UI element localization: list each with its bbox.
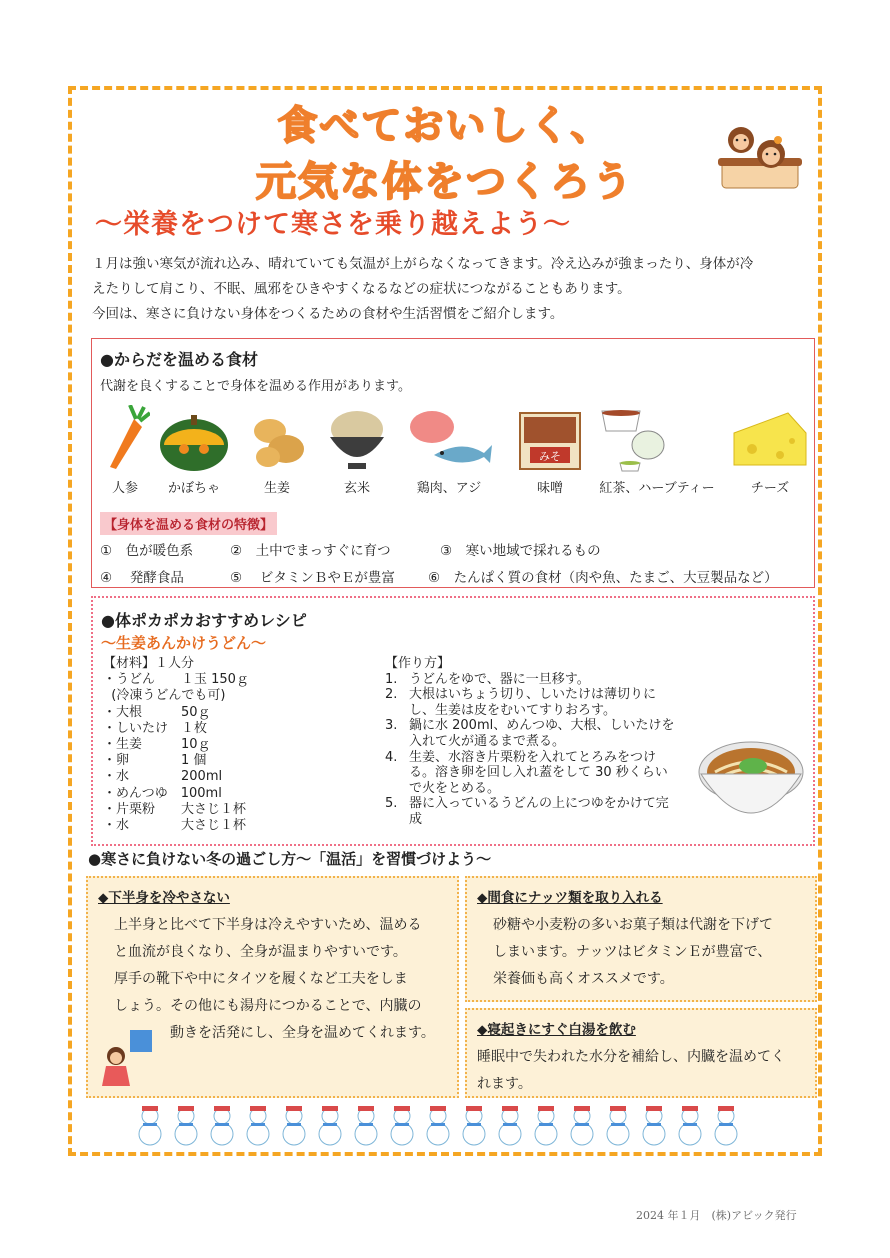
feature-item: ⑤ ビタミンＢやＥが豊富: [230, 570, 395, 586]
snowman-icon: [175, 1106, 197, 1145]
girl-illustration: [96, 1030, 156, 1094]
tip-line: しょう。その他にも湯舟につかることで、内臓の: [114, 998, 422, 1014]
ginger-icon: [246, 405, 308, 473]
material-line: ・しいたけ １枚: [103, 720, 208, 736]
snowman-icon: [391, 1106, 413, 1145]
tip-line: 動きを活発にし、全身を温めてくれます。: [170, 1025, 435, 1041]
tip-line: 上半身と比べて下半身は冷えやすいため、温める: [114, 917, 422, 933]
title-line-1: 食べておいしく、: [277, 103, 613, 149]
step-text: うどんをゆで、器に一旦移す。: [409, 671, 590, 687]
snowman-icon: [283, 1106, 305, 1145]
food-chicken-fish: [404, 405, 494, 496]
tip-line: 厚手の靴下や中にタイツを履くなど工夫をしま: [114, 971, 408, 987]
food-cheese: [730, 405, 810, 496]
recipe-materials: [103, 656, 249, 834]
tea-icon: [590, 405, 724, 473]
food-label: 紅茶、ハーブティー: [599, 481, 715, 496]
food-brown-rice: [324, 405, 390, 496]
snowman-icon: [211, 1106, 233, 1145]
tip-body: [114, 912, 435, 1047]
rice-bowl-icon: [324, 405, 390, 473]
warm-foods-section: [91, 338, 815, 588]
snowman-icon: [679, 1106, 701, 1145]
snowmen-border: [136, 1104, 760, 1148]
chicken-fish-icon: [404, 405, 494, 473]
food-ginger: [246, 405, 308, 496]
feature-item: ⑥ たんぱく質の食材（肉や魚、たまご、大豆製品など）: [428, 570, 778, 586]
tip-title-text: ◆寝起きにすぐ白湯を飲む: [477, 1022, 636, 1038]
tip-body: [477, 1044, 785, 1098]
tip-line: と血流が良くなり、全身が温まりやすいです。: [114, 944, 407, 960]
snowman-icon: [715, 1106, 737, 1145]
miso-tub-icon: [514, 405, 586, 473]
food-label: チーズ: [750, 481, 790, 496]
recipe-section: [91, 596, 815, 846]
tip-line: 砂糖や小麦粉の多いお菓子類は代謝を下げて: [493, 917, 773, 933]
food-label: 生姜: [263, 481, 290, 496]
step-text: 大根はいちょう切り、しいたけは薄切りにし、生姜は皮をむいてすりおろす。: [409, 687, 657, 718]
step-number: 3.: [385, 718, 398, 734]
feature-item: ② 土中でまっすぐに育つ: [230, 543, 391, 559]
material-line: ・うどん １玉 150ｇ: [103, 672, 249, 688]
tip-box-hot-water: [465, 1008, 817, 1098]
tip-title: [477, 886, 663, 906]
snowman-icon: [571, 1106, 593, 1145]
steps-heading: 【作り方】: [385, 656, 451, 671]
intro-line: １月は強い寒気が流れ込み、晴れていても気温が上がらなくなってきます。冷え込みが強まったり、身体が冷: [92, 256, 754, 272]
step-text: 鍋に水 200ml、めんつゆ、大根、しいたけを入れて火が通るまで煮る。: [409, 718, 675, 749]
intro-line: 今回は、寒さに負けない身体をつくるための食材や生活習慣をご紹介します。: [92, 306, 564, 322]
step-number: 2.: [385, 687, 398, 703]
material-line: ・大根 50ｇ: [103, 704, 211, 720]
food-label: 玄米: [343, 481, 370, 496]
snowman-icon: [427, 1106, 449, 1145]
snowman-icon: [355, 1106, 377, 1145]
winter-heading: ●寒さに負けない冬の過ごし方～「温活」を習慣づけよう～: [88, 850, 492, 868]
material-line: (冷凍うどんでも可): [103, 688, 226, 704]
cheese-icon: [730, 405, 810, 473]
food-label: 味噌: [536, 481, 563, 496]
step-number: 1.: [385, 671, 398, 687]
food-label: 鶏肉、アジ: [416, 481, 482, 496]
food-tea: [590, 405, 724, 496]
monkey-kotatsu-illustration: [716, 122, 802, 192]
carrot-icon: [100, 405, 150, 473]
snowman-icon: [607, 1106, 629, 1145]
step-text: 器に入っているうどんの上につゆをかけて完成: [409, 796, 669, 827]
recipe-heading: ●体ポカポカおすすめレシピ: [101, 611, 307, 630]
snowman-icon: [463, 1106, 485, 1145]
feature-item: ④ 発酵食品: [100, 570, 184, 586]
snowman-icon: [535, 1106, 557, 1145]
pumpkin-icon: [156, 405, 232, 473]
warm-foods-heading: ●からだを温める食材: [100, 350, 258, 369]
tip-title: [477, 1018, 636, 1038]
tip-box-lower-body: [86, 876, 459, 1098]
tip-body: [493, 912, 773, 993]
material-line: ・めんつゆ 100ml: [103, 785, 222, 801]
subtitle: ～栄養をつけて寒さを乗り越えよう～: [95, 209, 571, 240]
intro-text: [92, 252, 812, 327]
tip-line: しまいます。ナッツはビタミンＥが豊富で、: [493, 944, 772, 960]
food-pumpkin: [156, 405, 232, 496]
step-item: [385, 687, 675, 718]
recipe-name: ～生姜あんかけうどん～: [101, 634, 267, 652]
recipe-steps: [385, 656, 675, 828]
tip-line: 睡眠中で失われた水分を補給し、内臓を温めてく: [477, 1049, 785, 1065]
tip-title-text: ◆間食にナッツ類を取り入れる: [477, 890, 663, 906]
title-line-2: 元気な体をつくろう: [256, 159, 634, 205]
food-list: [100, 405, 810, 505]
step-item: [385, 796, 675, 827]
tip-title-text: ◆下半身を冷やさない: [98, 890, 230, 906]
miso-label: みそ: [539, 450, 561, 463]
snowman-icon: [139, 1106, 161, 1145]
food-miso: [514, 405, 586, 496]
footer-publisher: 2024 年１月 (株)アビック発行: [636, 1209, 797, 1222]
features-tag: 【身体を温める食材の特徴】: [100, 512, 277, 535]
material-line: ・片栗粉 大さじ１杯: [103, 801, 247, 817]
material-line: ・水 大さじ１杯: [103, 818, 247, 834]
tip-box-nuts: [465, 876, 817, 1002]
tip-title: [98, 886, 230, 906]
snowman-icon: [319, 1106, 341, 1145]
step-item: [385, 750, 675, 797]
udon-bowl-icon: [695, 732, 807, 836]
step-number: 5.: [385, 796, 398, 812]
material-line: ・卵 1 個: [103, 753, 207, 769]
tip-line: 栄養価も高くオススメです。: [493, 971, 674, 987]
snowman-icon: [247, 1106, 269, 1145]
snowman-icon: [643, 1106, 665, 1145]
step-text: 生姜、水溶き片栗粉を入れてとろみをつける。溶き卵を回し入れ蓋をして 30 秒くらいで火をとめる。: [409, 749, 668, 796]
intro-line: えたりして肩こり、不眠、風邪をひきやすくなるなどの症状につながることもあります。: [92, 281, 631, 297]
step-item: [385, 672, 675, 688]
snowman-icon: [499, 1106, 521, 1145]
food-label: かぼちゃ: [167, 481, 220, 496]
material-line: ・水 200ml: [103, 769, 223, 785]
warm-foods-description: 代謝を良くすることで身体を温める作用があります。: [100, 379, 411, 394]
step-number: 4.: [385, 749, 398, 765]
material-line: 【材料】１人分: [103, 656, 195, 671]
feature-item: ③ 寒い地域で採れるもの: [440, 543, 601, 559]
step-item: [385, 718, 675, 749]
feature-item: ① 色が暖色系: [100, 543, 194, 559]
food-carrot: [100, 405, 150, 496]
tip-line: れます。: [477, 1076, 532, 1092]
food-label: 人参: [111, 481, 138, 496]
material-line: ・生姜 10ｇ: [103, 737, 211, 753]
